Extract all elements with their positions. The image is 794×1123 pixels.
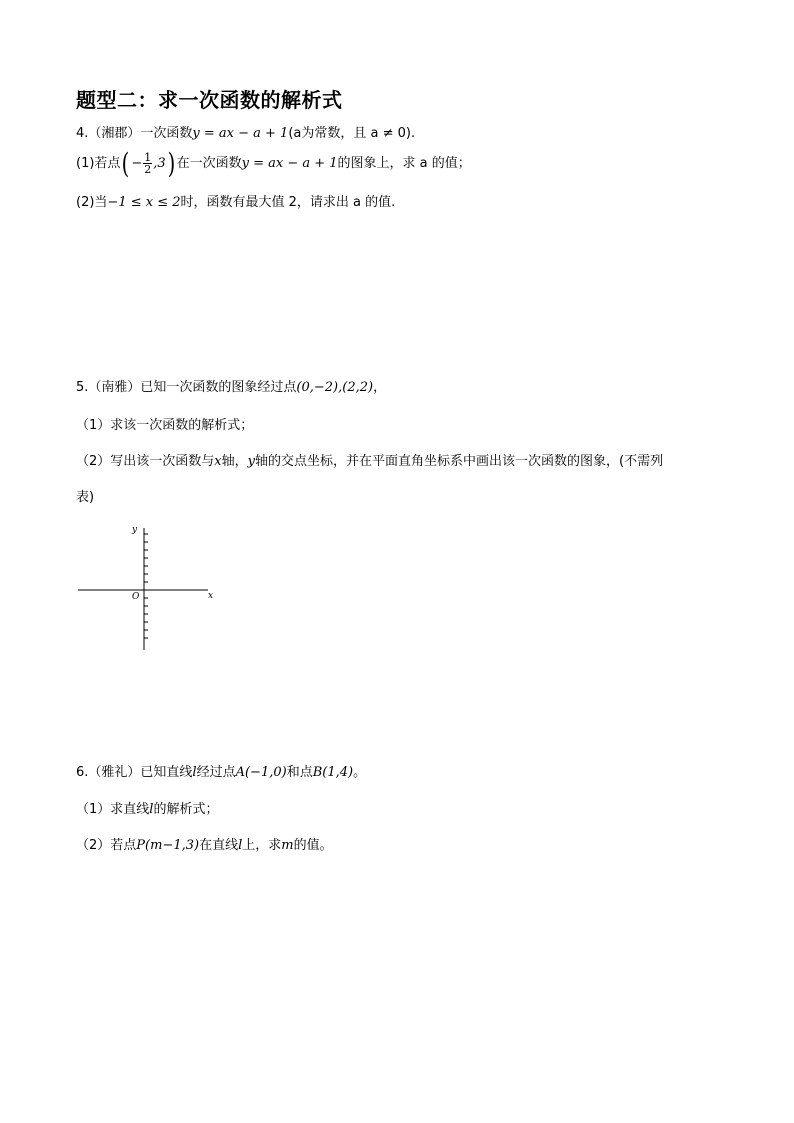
q6-stem-l: l — [192, 765, 197, 780]
q6-stem-suffix: 。 — [353, 765, 367, 780]
q6-part2-mid2: 上，求 — [242, 838, 282, 853]
q6-point-a: A(−1,0) — [235, 765, 287, 780]
fraction-denominator: 2 — [144, 163, 152, 176]
q6-part1-l: l — [149, 802, 154, 817]
q4-part2 — [76, 193, 395, 213]
q4-stem-prefix: 4.（湘郡）一次函数 — [76, 126, 193, 141]
q5-part2-mid: 轴， — [221, 454, 248, 469]
q5-part2-prefix: （2）写出该一次函数与 — [76, 454, 215, 469]
q4-part1 — [76, 146, 471, 180]
section-title: 题型二：求一次函数的解析式 — [76, 88, 343, 112]
q4-point-minus: − — [131, 156, 143, 171]
q5-part2-suffix: 轴的交点坐标，并在平面直角坐标系中画出该一次函数的图象，(不需列 — [255, 454, 664, 469]
q4-part1-formula: y = ax − a + 1 — [241, 156, 338, 171]
coordinate-axes-figure — [76, 522, 216, 654]
q6-stem-mid1: 经过点 — [196, 765, 236, 780]
q6-point-b: B(1,4) — [312, 765, 354, 780]
q5-stem-prefix: 5.（南雅）已知一次函数的图象经过点 — [76, 380, 297, 395]
q5-part2 — [76, 452, 663, 472]
left-paren: ( — [122, 146, 130, 180]
q5-part2-x: x — [214, 454, 222, 469]
q4-stem-formula: y = ax − a + 1 — [192, 126, 289, 141]
q4-point-rest: ,3 — [153, 156, 166, 171]
q4-part2-prefix: (2)当 — [76, 195, 108, 210]
q6-stem — [76, 763, 366, 783]
q5-stem-suffix: ， — [373, 380, 387, 395]
q6-part2-suffix: 的值。 — [293, 838, 333, 853]
y-axis-ticks — [144, 534, 148, 638]
q6-part2-mid: 在直线 — [199, 838, 239, 853]
q4-part1-prefix: (1)若点 — [76, 156, 121, 171]
fraction-numerator: 1 — [144, 151, 152, 164]
q6-point-p: P(m−1,3) — [136, 838, 200, 853]
q5-stem-points: (0,−2),(2,2) — [296, 380, 374, 395]
q5-part1: （1）求该一次函数的解析式； — [76, 418, 254, 433]
q4-stem-suffix: (a为常数，且 a ≠ 0). — [288, 126, 416, 141]
q6-part2-prefix: （2）若点 — [76, 838, 137, 853]
q6-stem-mid2: 和点 — [286, 765, 313, 780]
q6-part2-m: m — [281, 838, 294, 853]
q6-part1 — [76, 800, 218, 820]
q6-part2-l: l — [238, 838, 243, 853]
q4-part2-suffix: 时，函数有最大值 2，请求出 a 的值. — [180, 195, 396, 210]
right-paren: ) — [167, 146, 175, 180]
q5-part2-continued: 表) — [76, 490, 95, 505]
q6-part1-suffix: 的解析式； — [153, 802, 219, 817]
origin-label: O — [132, 592, 140, 602]
q6-part2 — [76, 836, 333, 856]
q4-part1-suffix: 的图象上，求 a 的值； — [337, 156, 471, 171]
q4-part2-range: −1 ≤ x ≤ 2 — [107, 195, 181, 210]
q5-part2-y: y — [247, 454, 255, 469]
q6-stem-prefix: 6.（雅礼）已知直线 — [76, 765, 193, 780]
q5-stem — [76, 378, 386, 398]
q4-stem — [76, 124, 415, 144]
q4-point-fraction — [143, 152, 152, 175]
q4-part1-mid: 在一次函数 — [176, 156, 242, 171]
q6-part1-prefix: （1）求直线 — [76, 802, 150, 817]
x-axis-label: x — [208, 591, 214, 601]
y-axis-label: y — [132, 525, 138, 535]
